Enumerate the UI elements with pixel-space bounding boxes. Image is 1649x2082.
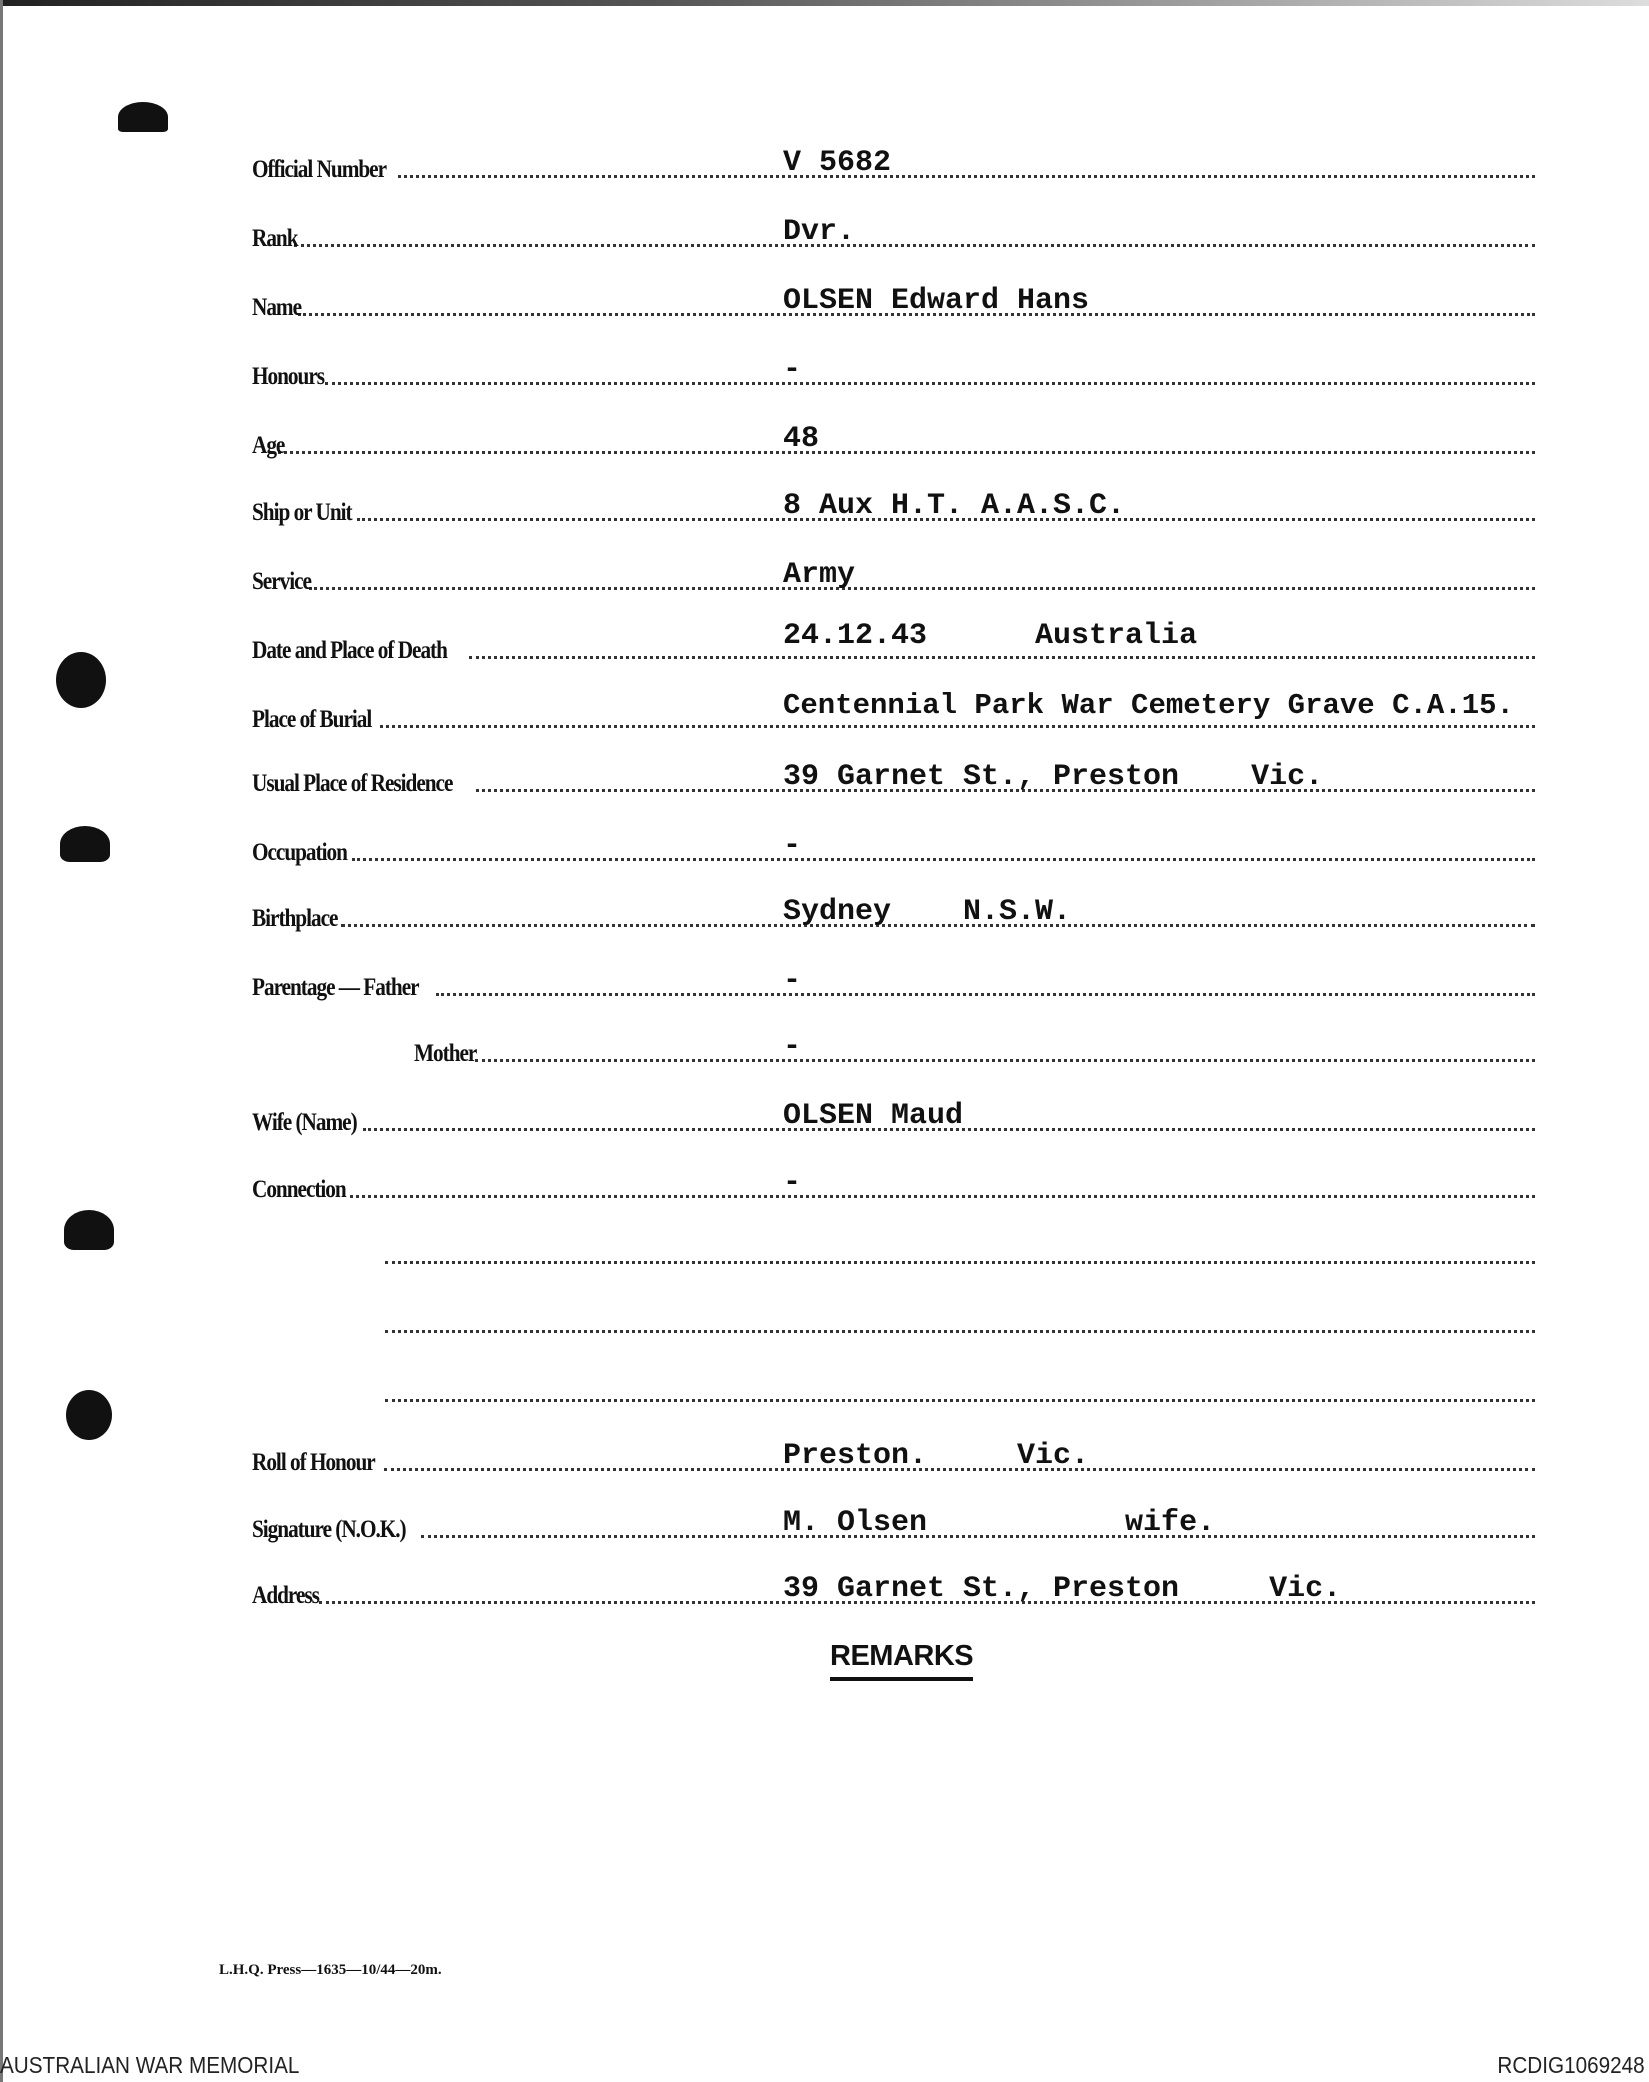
dotted-line	[278, 451, 1535, 454]
field-label: Honours	[252, 363, 324, 390]
field-value: Preston. Vic.	[783, 1439, 1090, 1473]
field-value: M. Olsen wife.	[783, 1506, 1216, 1540]
field-service	[252, 560, 1535, 594]
field-value: Army	[783, 558, 856, 592]
remarks-heading: REMARKS	[830, 1640, 973, 1681]
field-label: Service	[252, 568, 311, 595]
punch-hole	[66, 1390, 112, 1440]
field-rank	[252, 217, 1535, 251]
field-wife-name	[252, 1101, 1535, 1135]
field-honours	[252, 355, 1535, 389]
punch-hole	[56, 652, 106, 708]
field-label: Mother	[414, 1040, 477, 1067]
field-place-of-burial	[252, 689, 1535, 733]
field-official-number	[252, 148, 1535, 182]
field-ship-or-unit	[252, 491, 1535, 525]
field-value: -	[783, 1166, 802, 1200]
dotted-line	[325, 382, 1535, 385]
field-occupation	[252, 831, 1535, 865]
field-signature-nok	[252, 1508, 1535, 1542]
field-value: 39 Garnet St., Preston Vic.	[783, 1572, 1342, 1606]
blank-line	[385, 1303, 1535, 1337]
field-value: 8 Aux H.T. A.A.S.C.	[783, 489, 1126, 523]
dotted-line	[385, 1330, 1535, 1333]
field-address	[252, 1574, 1535, 1608]
field-label: Wife (Name)	[252, 1109, 357, 1136]
field-value: Centennial Park War Cemetery Grave C.A.15.	[783, 689, 1514, 722]
field-value: Dvr.	[783, 215, 856, 249]
dotted-line	[309, 587, 1535, 590]
printer-imprint: L.H.Q. Press—1635—10/44—20m.	[219, 1962, 442, 1978]
dotted-line	[380, 725, 1535, 728]
field-value: Sydney N.S.W.	[783, 895, 1072, 929]
field-label: Parentage — Father	[252, 974, 419, 1001]
footer-institution: AUSTRALIAN WAR MEMORIAL	[0, 2052, 300, 2078]
field-value: -	[783, 353, 802, 387]
field-value: 39 Garnet St., Preston Vic.	[783, 760, 1324, 794]
dotted-line	[385, 1399, 1535, 1402]
field-label: Signature (N.O.K.)	[252, 1516, 406, 1543]
field-date-place-of-death	[252, 619, 1535, 664]
footer-record-id: RCDIG1069248	[1497, 2052, 1645, 2078]
field-value: OLSEN Edward Hans	[783, 284, 1090, 318]
dotted-line	[385, 1261, 1535, 1264]
field-label: Birthplace	[252, 905, 338, 932]
field-name	[252, 286, 1535, 320]
dotted-line	[352, 858, 1535, 861]
dotted-line	[436, 993, 1535, 996]
punch-hole	[118, 102, 168, 132]
field-value: -	[783, 1030, 802, 1064]
field-birthplace	[252, 897, 1535, 931]
field-age	[252, 424, 1535, 458]
punch-hole	[60, 826, 110, 862]
field-roll-of-honour	[252, 1441, 1535, 1475]
blank-line	[385, 1372, 1535, 1406]
field-label: Roll of Honour	[252, 1449, 375, 1476]
dotted-line	[294, 244, 1535, 247]
field-value: 24.12.43 Australia	[783, 619, 1198, 653]
blank-line	[385, 1234, 1535, 1268]
field-parentage-mother	[414, 1032, 1535, 1066]
field-label: Place of Burial	[252, 706, 372, 733]
field-label: Address	[252, 1582, 319, 1609]
field-label: Usual Place of Residence	[252, 770, 453, 797]
field-label: Occupation	[252, 839, 347, 866]
field-label: Date and Place of Death	[252, 637, 447, 664]
field-label: Connection	[252, 1176, 346, 1203]
dotted-line	[469, 656, 1535, 659]
scan-left-edge	[0, 0, 3, 2082]
field-label: Age	[252, 432, 285, 459]
punch-hole	[64, 1210, 114, 1250]
field-value: -	[783, 964, 802, 998]
scan-top-edge	[0, 0, 1649, 6]
field-value: -	[783, 829, 802, 863]
field-connection	[252, 1168, 1535, 1202]
field-label: Name	[252, 294, 302, 321]
field-usual-residence	[252, 762, 1535, 796]
dotted-line	[398, 175, 1535, 178]
field-value: V 5682	[783, 146, 892, 180]
field-label: Official Number	[252, 156, 387, 183]
dotted-line	[475, 1059, 1535, 1062]
field-parentage-father	[252, 966, 1535, 1000]
field-value: 48	[783, 422, 820, 456]
field-value: OLSEN Maud	[783, 1099, 964, 1133]
field-label: Ship or Unit	[252, 499, 352, 526]
dotted-line	[350, 1195, 1535, 1198]
field-label: Rank	[252, 225, 298, 252]
